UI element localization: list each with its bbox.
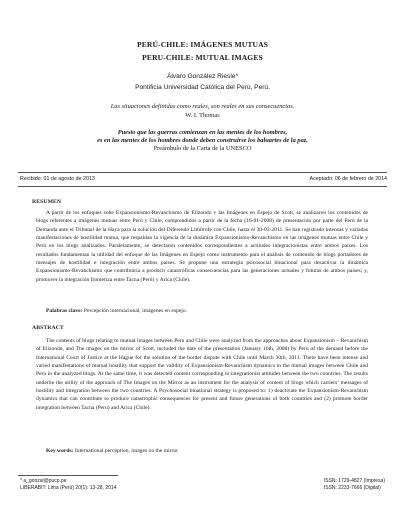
footer-right bbox=[324, 478, 385, 491]
epigraph-1-text: Las situaciones definidas como reales, son reales en sus consecuencias. bbox=[110, 103, 295, 110]
epigraph-1-source: W. I. Thomas bbox=[185, 112, 220, 119]
epigraph-2-cont bbox=[0, 137, 405, 145]
issn-print: ISSN: 1729-4827 (Impresa) bbox=[323, 478, 385, 484]
journal-citation: LIBERABIT: Lima (Perú) 20(1): 13-28, 2014 bbox=[20, 484, 117, 491]
issn-digital: ISSN: 2233-7666 (Digital) bbox=[323, 484, 381, 491]
accepted-date: Aceptado: 06 de febrero de 2014 bbox=[309, 176, 387, 182]
abstract-keywords bbox=[46, 448, 178, 454]
title-spanish: PERÚ-CHILE: IMÁGENES MUTUAS bbox=[137, 40, 268, 49]
resumen-keywords-text: Percepción internacional, imágenes en espejo. bbox=[83, 308, 188, 314]
resumen-keywords bbox=[46, 308, 187, 314]
abstract-body bbox=[36, 337, 368, 412]
dates-divider bbox=[18, 186, 387, 187]
footnote-divider bbox=[18, 475, 118, 476]
epigraph-2 bbox=[0, 129, 405, 137]
title-english: PERU-CHILE: MUTUAL IMAGES bbox=[142, 53, 263, 62]
abstract-keywords-text: International perception, images on the mirror bbox=[74, 448, 179, 454]
author-name: Álvaro González Riesle* bbox=[166, 73, 239, 80]
resumen-keywords-label: Palabras clave: bbox=[46, 308, 83, 314]
author-affiliation: Pontificia Universidad Católica del Perú, Perú. bbox=[135, 84, 270, 91]
resumen-text: A partir de los enfoques sobe Expansionismo-Revanchismo de Elizondo y las Imágenes en Espejo de Scott, se analizaron los contenidos de blogs referentes a imágenes mutuas entre Perú y Chile, comprendidos a partir de la fecha (16-01-2008) de presentación por parte del Perú de la Demanda ante el Tribunal de la Haya para la solución del Diferendo Limítrofe con Chile, hasta el 30-03-2011. Se han registrado intensas y variadas manifestaciones de hostilidad mutua, que respaldan la vigencia de la dinámica Expansionismo-Revanchismo en las imágenes mutuas entre Chile y Perú en los blogs analizados. Paralelamente, se detectaron contenidos correspondientes a actitudes integracionistas entre ambos países. Los resultados fundamentan la utilidad del enfoque de las Imágenes en Espejo como instrumento para el análisis de contenido de blogs portadores de mensajes de hostilidad e integración entre ambos países. Se propone una estrategia psicosocial binacional para desactivar la dinámica Expansionismo-Revanchismo que contribuiría a producir catastróficas consecuencias para las generaciones actuales y futuras de ambos países; y, promover la integración fronteriza entre Tacna (Perú) y Arica (Chile). bbox=[36, 210, 368, 283]
resumen-body bbox=[36, 209, 368, 284]
footer-left bbox=[20, 478, 116, 491]
abstract-keywords-label: Key words: bbox=[46, 448, 74, 454]
resumen-heading: RESUMEN bbox=[32, 199, 62, 205]
abstract-text: The contents of blogs relating to mutual images between Peru and Chile were analyzed from the approaches about Expansionism – Revanchism of Elizondo, and The images on the mirror of Scott, included the date of the presentation (January 16th, 2008) by Peru of the demand before the International Court of Justice at the Hague for the solution of the border dispute with Chile until March 30th, 2011. There have been intense and varied manifestations of mutual hostility that support the validity of Expansionism-Revanchism dynamics in the mutual images between Chile and Peru in the analyzed blogs. At the same time, it was detected content corresponding to integrationist attitudes between the two countries. The results underlie the utility of the approach of The Images on the Mirror as an instrument for the analysis of content of blogs which carriers’ messages of hostility and integration between the two countries. A Psychosocial binational strategy is proposed to: 1) deactivate the Expansionism-Revanchism dynamics that can contribute to produce catastrophic consequences for present and future generations of both countries and (2) promote border integration between Tacna (Peru) and Arica (Chile). bbox=[36, 338, 368, 411]
epigraph-2-source: Preámbulo de la Carta de la UNESCO bbox=[153, 145, 252, 152]
top-divider bbox=[18, 172, 387, 173]
abstract-heading: ABSTRACT bbox=[32, 325, 64, 331]
received-date: Recibido: 01 de agosto de 2013 bbox=[20, 176, 95, 182]
author-email: * a_gonzal@pucp.pe bbox=[20, 478, 67, 484]
epigraph-2-line-1: Puesto que las guerras comienzan en las mentes de los hombres, bbox=[117, 129, 288, 136]
epigraph-1 bbox=[0, 103, 405, 111]
epigraph-2-line-2: es en las mentes de los hombres donde deben construirse los baluartes de la paz. bbox=[97, 137, 308, 144]
